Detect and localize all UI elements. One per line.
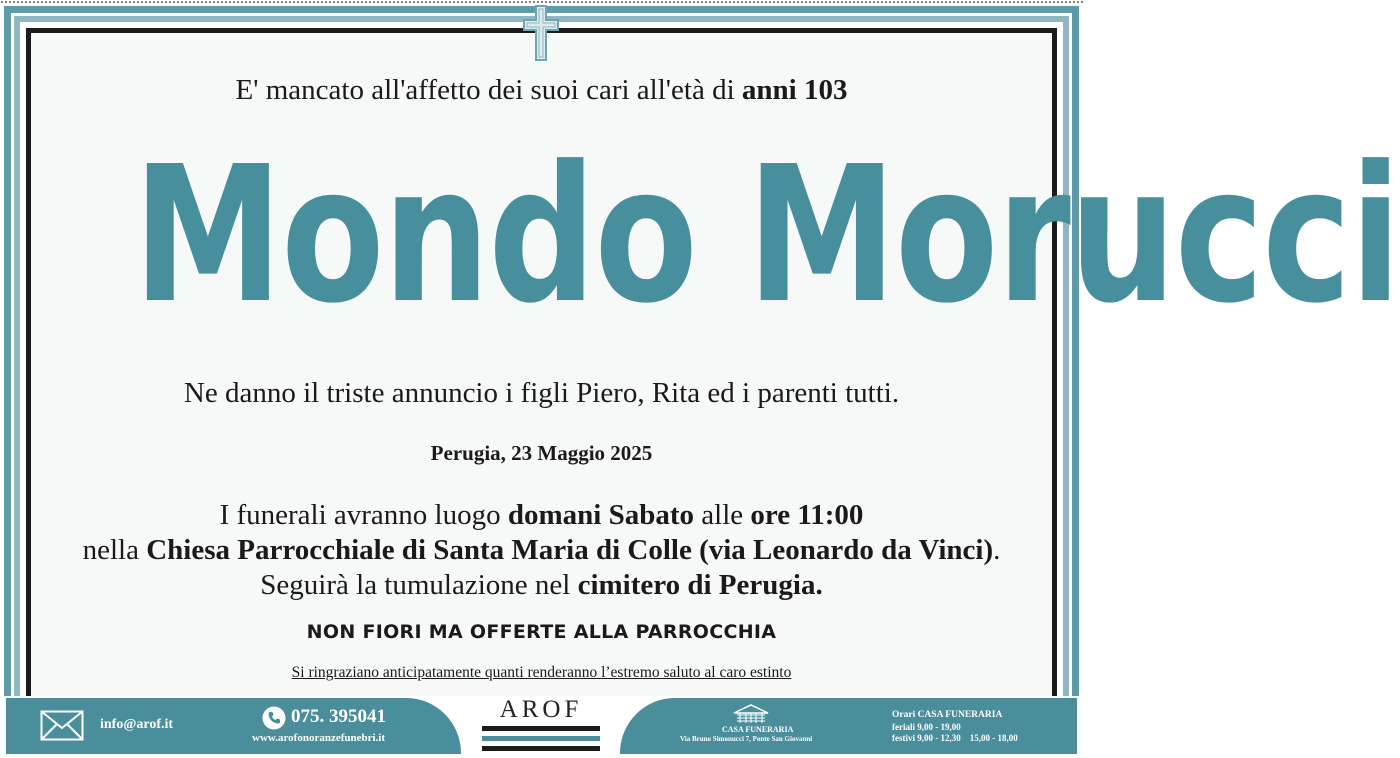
flowers-note: NON FIORI MA OFFERTE ALLA PARROCCHIA bbox=[306, 621, 777, 643]
footer-phone[interactable]: 075. 395041 bbox=[291, 706, 386, 727]
footer-website[interactable]: www.arofonoranzefunebri.it bbox=[252, 732, 386, 744]
funeral-text: . bbox=[993, 534, 1001, 566]
phone-icon bbox=[262, 706, 286, 730]
arof-logo: AROF bbox=[499, 696, 583, 723]
logo-bar bbox=[482, 736, 600, 741]
burial-place: cimitero di Perugia. bbox=[577, 569, 823, 601]
place-date: Perugia, 23 Maggio 2025 bbox=[430, 441, 653, 465]
age-value: anni 103 bbox=[741, 74, 848, 106]
hours-title: Orari CASA FUNERARIA bbox=[892, 710, 1003, 720]
footer-right-panel bbox=[620, 698, 1077, 754]
funeral-day: domani Sabato bbox=[507, 499, 695, 531]
footer bbox=[0, 696, 1083, 758]
thanks-line bbox=[31, 664, 1052, 682]
mourners-line: Ne danno il triste annuncio i figli Piero, Rita ed i parenti tutti. bbox=[183, 377, 900, 409]
funeral-home-address: Via Bruno Simonucci 7, Ponte San Giovanni bbox=[680, 735, 813, 743]
funeral-line-3 bbox=[31, 568, 1052, 603]
funeral-details bbox=[31, 498, 1052, 603]
funeral-text: alle bbox=[694, 499, 751, 531]
funeral-time: ore 11:00 bbox=[750, 499, 864, 531]
funeral-home-title: CASA FUNERARIA bbox=[722, 725, 794, 734]
funeral-church: Chiesa Parrocchiale di Santa Maria di Colle (via Leonardo da Vinci) bbox=[146, 534, 994, 566]
footer-email[interactable]: info@arof.it bbox=[100, 717, 174, 732]
funeral-text: nella bbox=[82, 534, 147, 566]
hours-weekdays: feriali 9,00 - 19,00 bbox=[892, 722, 961, 732]
logo-bar bbox=[482, 726, 600, 731]
mail-icon bbox=[40, 710, 84, 741]
logo-bar bbox=[482, 746, 600, 751]
hours-holidays: festivi 9,00 - 12,30 15,00 - 18,00 bbox=[892, 733, 1018, 743]
age-intro-text: E' mancato all'affetto dei suoi cari all'età di bbox=[235, 74, 742, 106]
funeral-text: I funerali avranno luogo bbox=[219, 499, 508, 531]
building-icon bbox=[732, 704, 770, 724]
deceased-name: Mondo Morucci bbox=[133, 126, 1400, 345]
funeral-line-2 bbox=[31, 533, 1052, 568]
funeral-text: Seguirà la tumulazione nel bbox=[260, 569, 578, 601]
cross-icon bbox=[522, 4, 560, 62]
age-line bbox=[31, 74, 1052, 107]
funeral-line-1 bbox=[31, 498, 1052, 533]
thanks-text: Si ringraziano anticipatamente quanti renderanno l’estremo saluto al caro estinto bbox=[291, 664, 792, 681]
